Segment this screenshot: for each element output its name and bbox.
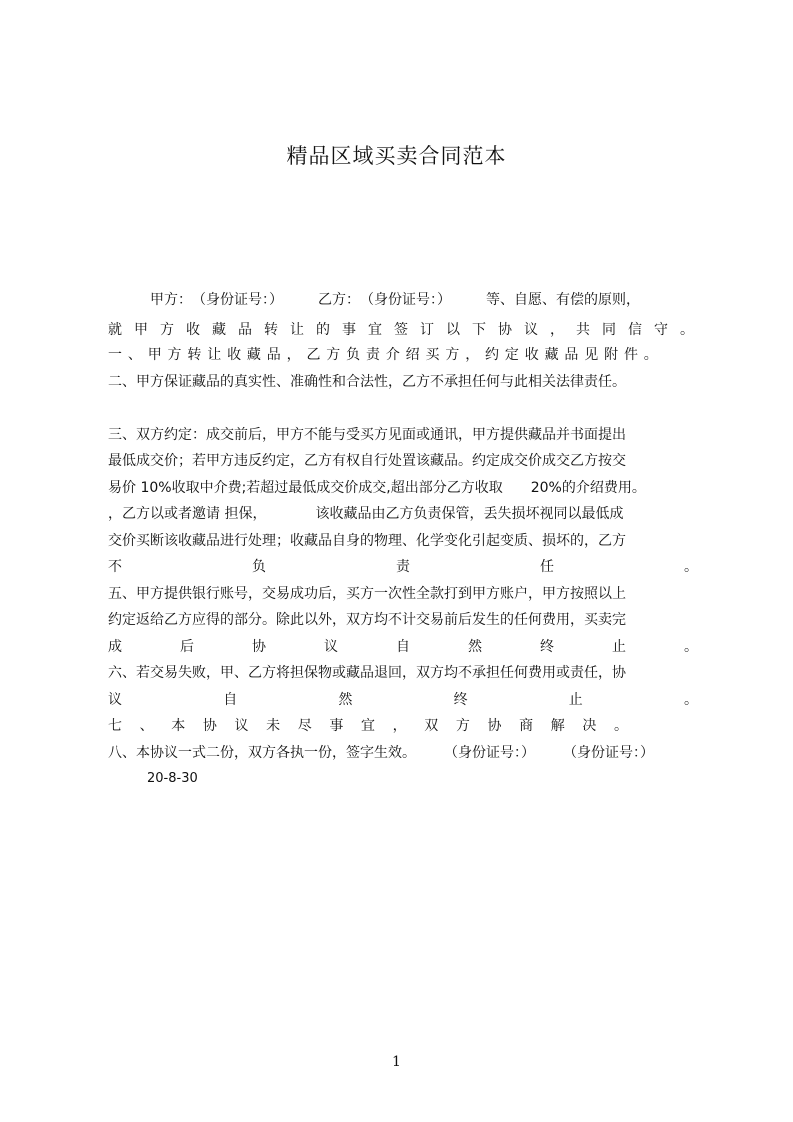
spread-char: 。 [643,347,658,363]
spread-char: 本 [171,718,186,734]
clause-8: 八、本协议一式二份，双方各执一份，签字生效。 （身份证号：） （身份证号：） [108,745,654,761]
spread-char: 共 [576,322,590,338]
spread-char: 商 [519,718,534,734]
spread-char: 决 [582,718,597,734]
clause-7 [108,715,628,737]
spread-char: 终 [540,639,554,655]
clause-5-line-1: 五、甲方提供银行账号，交易成功后，买方一次性全款打到甲方账户，甲方按照以上 [108,586,626,602]
spread-char: 协 [498,322,512,338]
spread-char: 止 [612,639,626,655]
spread-char: 订 [420,322,434,338]
spread-char: 收 [227,347,242,363]
spread-char: 收 [524,347,539,363]
spread-char: 、 [139,718,154,734]
spread-char: 负 [252,559,266,575]
spread-char: 品 [238,322,252,338]
spread-char: 藏 [212,322,226,338]
clause-3-line-5: 交价买断该收藏品进行处理；收藏品自身的物理、化学变化引起变质、损坏的，乙方 [108,533,626,549]
spread-char: 议 [324,639,338,655]
spread-char: 下 [472,322,486,338]
clause-6-end [108,689,698,711]
spread-char: 。 [683,692,698,708]
document-title: 精品区域买卖合同范本 [286,144,507,168]
clause-3-line-1: 三、双方约定：成交前后，甲方不能与受买方见面或通讯，甲方提供藏品并书面提出 [108,427,626,443]
spread-char: 责 [396,559,410,575]
spread-char: 。 [684,559,698,575]
spread-char: 事 [342,322,356,338]
spread-char: 议 [524,322,538,338]
spread-char: 约 [485,347,500,363]
spread-char: 一 [108,347,122,363]
clause-5-end [108,636,698,658]
spread-char: 守 [654,322,668,338]
spread-char: 。 [614,718,628,734]
spread-char: 收 [186,322,200,338]
spread-char: 尽 [297,718,312,734]
spread-char: 方 [167,347,182,363]
clause-6: 六、若交易失败，甲、乙方将担保物或藏品退回，双方均不承担任何费用或责任，协 [108,665,626,681]
clause-2: 二、甲方保证藏品的真实性、准确性和合法性，乙方不承担任何与此相关法律责任。 [108,374,626,390]
spread-char: 品 [266,347,281,363]
spread-char: ， [286,347,301,363]
parties-line: 甲方： （身份证号：） 乙方： （身份证号：） 等、自愿、有偿的原则， [108,292,640,308]
spread-char: 藏 [246,347,261,363]
spread-char: 宜 [361,718,375,734]
spread-char: 止 [568,692,583,708]
spread-char: 责 [365,347,380,363]
spread-char: ， [550,322,564,338]
spread-char: 、 [127,347,142,363]
clause-1 [108,344,658,366]
spread-char: 议 [108,692,122,708]
spread-char: 同 [602,322,616,338]
clause-3-end [108,556,698,578]
spread-char: 方 [160,322,174,338]
spread-char: 买 [425,347,440,363]
spread-char: 议 [234,718,249,734]
spread-char: 的 [316,322,330,338]
spread-char: 方 [455,718,470,734]
clause-5-line-2: 约定返给乙方应得的部分。除此以外，双方均不计交易前后发生的任何费用，买卖完 [108,612,626,628]
spread-char: 解 [550,718,565,734]
spread-char: 藏 [544,347,559,363]
purpose-line [108,319,694,341]
spread-char: 以 [446,322,460,338]
spread-char: 自 [396,639,410,655]
date-line: 20-8-30 [108,771,198,786]
spread-char: ， [465,347,480,363]
page-number: 1 [392,1054,401,1070]
spread-char: 件 [623,347,638,363]
spread-char: 。 [684,639,698,655]
spread-char: ， [392,718,407,734]
spread-char: 信 [628,322,642,338]
spread-char: 后 [180,639,194,655]
spread-char: 品 [564,347,579,363]
spread-char: 任 [540,559,554,575]
clause-3-line-2: 最低成交价；若甲方违反约定，乙方有权自行处置该藏品。约定成交价成交乙方按交 [108,453,626,469]
spread-char: 转 [187,347,202,363]
spread-char: 绍 [405,347,420,363]
spread-char: 自 [223,692,238,708]
spread-char: 七 [108,718,122,734]
spread-char: 签 [394,322,408,338]
spread-char: 协 [252,639,266,655]
spread-char: 协 [202,718,217,734]
spread-char: 就 [108,322,122,338]
clause-3-line-4: ，乙方以或者邀请 担保， 该收藏品由乙方负责保管，丢失损坏视同以最低成 [108,506,624,522]
spread-char: 。 [680,322,694,338]
spread-char: 见 [584,347,599,363]
spread-char: 协 [487,718,502,734]
spread-char: 让 [290,322,304,338]
spread-char: 介 [385,347,400,363]
clause-3-line-3: 易价 10%收取中介费;若超过最低成交价成交,超出部分乙方收取 20%的介绍费用。 [108,480,646,496]
spread-char: 方 [445,347,460,363]
spread-char: 负 [346,347,361,363]
spread-char: 双 [424,718,439,734]
spread-char: 事 [329,718,344,734]
spread-char: 定 [504,347,519,363]
spread-char: 甲 [134,322,148,338]
spread-char: 方 [326,347,341,363]
spread-char: 然 [338,692,353,708]
spread-char: 不 [108,559,122,575]
spread-char: 宜 [368,322,382,338]
spread-char: 让 [207,347,222,363]
spread-char: 附 [604,347,619,363]
spread-char: 成 [108,639,122,655]
spread-char: 终 [453,692,468,708]
spread-char: 甲 [147,347,162,363]
spread-char: 乙 [306,347,321,363]
spread-char: 转 [264,322,278,338]
spread-char: 未 [266,718,281,734]
spread-char: 然 [468,639,482,655]
